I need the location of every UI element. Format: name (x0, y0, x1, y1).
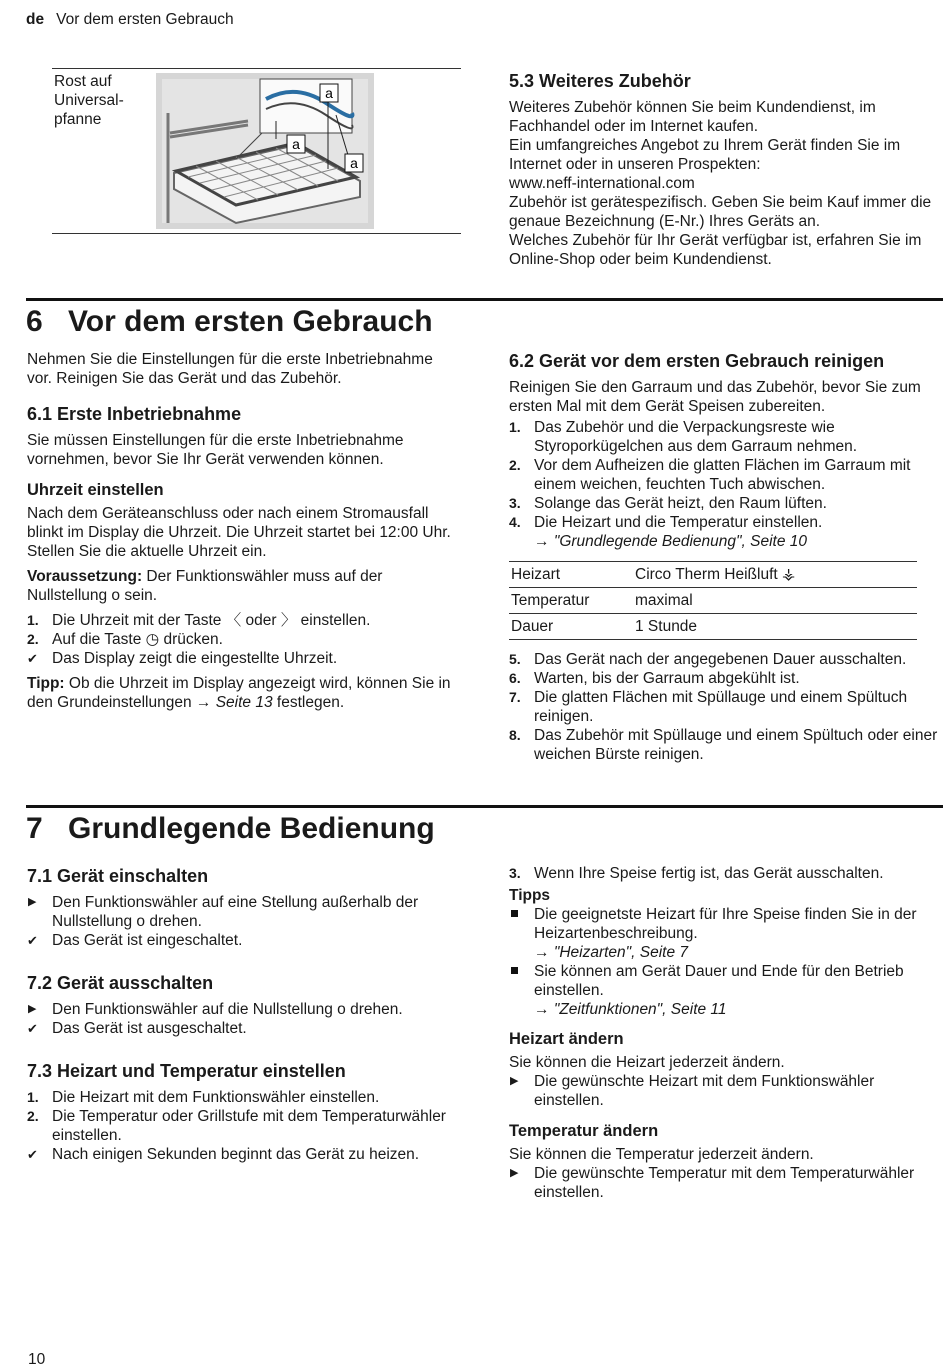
action-text: Den Funktionswähler auf die Nullstellung o drehen. (52, 1001, 403, 1018)
tip-text: Sie können am Gerät Dauer und Ende für den Betrieb einstellen. (534, 963, 904, 999)
step-text: Das Gerät nach der angegebenen Dauer ausschalten. (534, 651, 907, 668)
check-icon: ✔ (27, 651, 38, 666)
section-6-1-heading: 6.1 Erste Inbetriebnahme (27, 404, 242, 424)
table-cell-value: 1 Stunde (633, 614, 917, 640)
list-item (509, 1072, 943, 1110)
requirement-text: Der Funktionswähler muss auf der Nullstellung o sein. (27, 568, 383, 604)
action-text: Die gewünschte Heizart mit dem Funktionswähler einstellen. (534, 1073, 875, 1109)
tips-label: Tipps (509, 887, 551, 904)
chapter-title-text: Vor dem ersten Gebrauch (68, 305, 433, 338)
step-text: Das Zubehör und die Verpackungsreste wie Styroporkügelchen aus dem Garraum nehmen. (534, 419, 858, 455)
steps-list (27, 1088, 460, 1164)
list-item (509, 1164, 943, 1202)
chapter-6-title (26, 305, 433, 339)
step-text: Solange das Gerät heizt, den Raum lüften. (534, 495, 827, 512)
subheading-uhrzeit: Uhrzeit einstellen (27, 481, 164, 499)
check-icon: ✔ (27, 1021, 38, 1036)
check-icon: ✔ (27, 1147, 38, 1162)
step-number: 2. (27, 1108, 39, 1124)
section-7-2-heading: 7.2 Gerät ausschalten (27, 973, 214, 993)
chapter-rule (26, 298, 943, 301)
step-number: 2. (27, 631, 39, 647)
list-item (27, 630, 460, 649)
page-header (26, 10, 234, 29)
table-cell-key: Dauer (509, 614, 633, 640)
callout-a-top: a (325, 85, 333, 101)
tip-text: Ob die Uhrzeit im Display angezeigt wird, können Sie in den Grundeinstellungen (27, 675, 451, 711)
action-list (509, 1164, 943, 1202)
header-title: Vor dem ersten Gebrauch (56, 11, 234, 28)
heating-settings-table (509, 561, 917, 640)
action-icon: ▶ (28, 896, 37, 908)
step-text: Warten, bis der Garraum abgekühlt ist. (534, 670, 800, 687)
list-item (27, 1019, 460, 1038)
table-cell-key: Temperatur (509, 588, 633, 614)
paragraph: Ein umfangreiches Angebot zu Ihrem Gerät finden Sie im Internet oder in unseren Prospekten: (509, 137, 901, 173)
list-item (509, 513, 943, 640)
paragraph: Weiteres Zubehör können Sie beim Kundendienst, im Fachhandel oder im Internet kaufen. (509, 99, 876, 135)
tip-text-end: festlegen. (272, 694, 345, 711)
step-text: Auf die Taste ◷ drücken. (52, 631, 223, 648)
step-text: Die Heizart mit dem Funktionswähler einstellen. (52, 1089, 380, 1106)
steps-list (27, 611, 460, 668)
paragraph: Reinigen Sie den Garraum und das Zubehör, bevor Sie zum ersten Mal mit dem Gerät Speisen zubereiten. (509, 379, 921, 415)
table-row (509, 562, 917, 588)
list-item (27, 1145, 460, 1164)
steps-list (509, 418, 943, 764)
chapter-7-title (26, 812, 435, 846)
requirement (27, 567, 460, 605)
paragraph: Welches Zubehör für Ihr Gerät verfügbar ist, erfahren Sie im Online-Shop oder beim Kundendienst. (509, 232, 922, 268)
action-list (27, 1000, 460, 1038)
chapter-number: 7 (26, 812, 43, 845)
step-number: 1. (27, 612, 39, 628)
subheading-heizart: Heizart ändern (509, 1030, 624, 1048)
chapter-6-right-column (509, 350, 943, 764)
step-text: Die Uhrzeit mit der Taste 〈 oder 〉 einstellen. (52, 612, 371, 629)
paragraph: Sie müssen Einstellungen für die erste Inbetriebnahme vornehmen, bevor Sie Ihr Gerät verwenden können. (27, 432, 404, 468)
step-text: Die Temperatur oder Grillstufe mit dem Temperaturwähler einstellen. (52, 1108, 446, 1144)
arrow-icon: → (534, 533, 550, 550)
section-7-3-heading: 7.3 Heizart und Temperatur einstellen (27, 1061, 346, 1081)
action-list (509, 1072, 943, 1110)
bullet-icon (511, 967, 518, 974)
chapter-title-text: Grundlegende Bedienung (68, 812, 435, 845)
result-text: Nach einigen Sekunden beginnt das Gerät zu heizen. (52, 1146, 420, 1163)
action-icon: ▶ (28, 1003, 37, 1015)
chapter-7-left-column (27, 865, 460, 1164)
action-text: Den Funktionswähler auf eine Stellung außerhalb der Nullstellung o drehen. (52, 894, 419, 930)
action-list (27, 893, 460, 950)
page-reference[interactable]: Seite 13 (215, 694, 273, 711)
tips-list (509, 905, 943, 1019)
bullet-icon (511, 910, 518, 917)
list-item (27, 893, 460, 931)
list-item (509, 905, 943, 962)
step-number: 8. (509, 727, 521, 743)
list-item (509, 864, 943, 883)
step-number: 4. (509, 514, 521, 530)
rack-on-tray-illustration (156, 73, 374, 229)
step-number: 2. (509, 457, 521, 473)
cross-reference[interactable]: "Heizarten", Seite 7 (553, 944, 689, 961)
list-item (509, 669, 943, 688)
step-text: Wenn Ihre Speise fertig ist, das Gerät ausschalten. (534, 865, 884, 882)
step-number: 1. (509, 419, 521, 435)
list-item (509, 688, 943, 726)
paragraph: Nach dem Geräteanschluss oder nach einem Stromausfall blinkt im Display die Uhrzeit. Die Uhrzeit startet bei 12:00 Uhr. Stellen Sie die aktuelle Uhrzeit ein. (27, 505, 451, 560)
table-cell-value: maximal (633, 588, 917, 614)
callout-a-left: a (292, 136, 300, 152)
chapter-intro: Nehmen Sie die Einstellungen für die erste Inbetriebnahme vor. Reinigen Sie das Gerät und das Zubehör. (27, 351, 433, 387)
chapter-rule (26, 805, 943, 808)
step-number: 3. (509, 865, 521, 881)
step-number: 7. (509, 689, 521, 705)
result-text: Das Gerät ist eingeschaltet. (52, 932, 243, 949)
paragraph: Sie können die Heizart jederzeit ändern. (509, 1054, 785, 1071)
chapter-6-left-column (27, 350, 460, 718)
tip-text: Die geeignetste Heizart für Ihre Speise finden Sie in der Heizartenbeschreibung. (534, 906, 917, 942)
table-cell-value: Circo Therm Heißluft ⚶ (633, 562, 917, 588)
list-item (509, 418, 943, 456)
steps-list (509, 864, 943, 883)
list-item (27, 649, 460, 668)
step-text: Die glatten Flächen mit Spüllauge und einem Spültuch reinigen. (534, 689, 908, 725)
list-item (509, 962, 943, 1019)
step-text: Das Zubehör mit Spüllauge und einem Spültuch oder einer weichen Bürste reinigen. (534, 727, 938, 763)
paragraph: Sie können die Temperatur jederzeit ändern. (509, 1146, 814, 1163)
arrow-icon: → (534, 1001, 550, 1018)
section-6-2-heading: 6.2 Gerät vor dem ersten Gebrauch reinigen (509, 351, 885, 371)
arrow-icon: → (534, 944, 550, 961)
step-number: 1. (27, 1089, 39, 1105)
step-text: Die Heizart und die Temperatur einstellen. (534, 514, 823, 531)
section-heading: 5.3 Weiteres Zubehör (509, 71, 691, 91)
step-number: 3. (509, 495, 521, 511)
check-icon: ✔ (27, 933, 38, 948)
list-item (27, 611, 460, 630)
requirement-label: Voraussetzung: (27, 568, 143, 585)
page-number: 10 (28, 1351, 46, 1368)
list-item (27, 931, 460, 950)
chapter-number: 6 (26, 305, 43, 338)
list-item (509, 494, 943, 513)
arrow-icon: → (195, 694, 212, 711)
callout-a-right: a (350, 155, 358, 171)
action-text: Die gewünschte Temperatur mit dem Temperaturwähler einstellen. (534, 1165, 915, 1201)
figure-label: Rost auf Universal-pfanne (54, 73, 124, 128)
step-number: 5. (509, 651, 521, 667)
step-text: Vor dem Aufheizen die glatten Flächen im Garraum mit einem weichen, feuchten Tuch abwischen. (534, 457, 911, 493)
action-icon: ▶ (510, 1075, 519, 1087)
result-text: Das Display zeigt die eingestellte Uhrzeit. (52, 650, 338, 667)
section-5-3 (509, 70, 934, 269)
tip (27, 674, 460, 712)
paragraph: Zubehör ist gerätespezifisch. Geben Sie beim Kauf immer die genaue Bezeichnung (E-Nr.) Ihres Geräts an. (509, 194, 932, 230)
list-item (27, 1107, 460, 1145)
website-link[interactable]: www.neff-international.com (509, 175, 695, 192)
section-7-1-heading: 7.1 Gerät einschalten (27, 866, 209, 886)
table-cell-key: Heizart (509, 562, 633, 588)
cross-reference[interactable]: "Grundlegende Bedienung", Seite 10 (553, 533, 807, 550)
result-text: Das Gerät ist ausgeschaltet. (52, 1020, 247, 1037)
table-row (509, 588, 917, 614)
list-item (27, 1000, 460, 1019)
subheading-temperatur: Temperatur ändern (509, 1122, 659, 1140)
list-item (27, 1088, 460, 1107)
chapter-7-right-column (509, 864, 943, 1202)
list-item (509, 650, 943, 669)
step-number: 6. (509, 670, 521, 686)
tip-label: Tipp: (27, 675, 65, 692)
table-row (509, 614, 917, 640)
list-item (509, 726, 943, 764)
list-item (509, 456, 943, 494)
action-icon: ▶ (510, 1167, 519, 1179)
language-code: de (26, 11, 45, 28)
cross-reference[interactable]: "Zeitfunktionen", Seite 11 (553, 1001, 727, 1018)
